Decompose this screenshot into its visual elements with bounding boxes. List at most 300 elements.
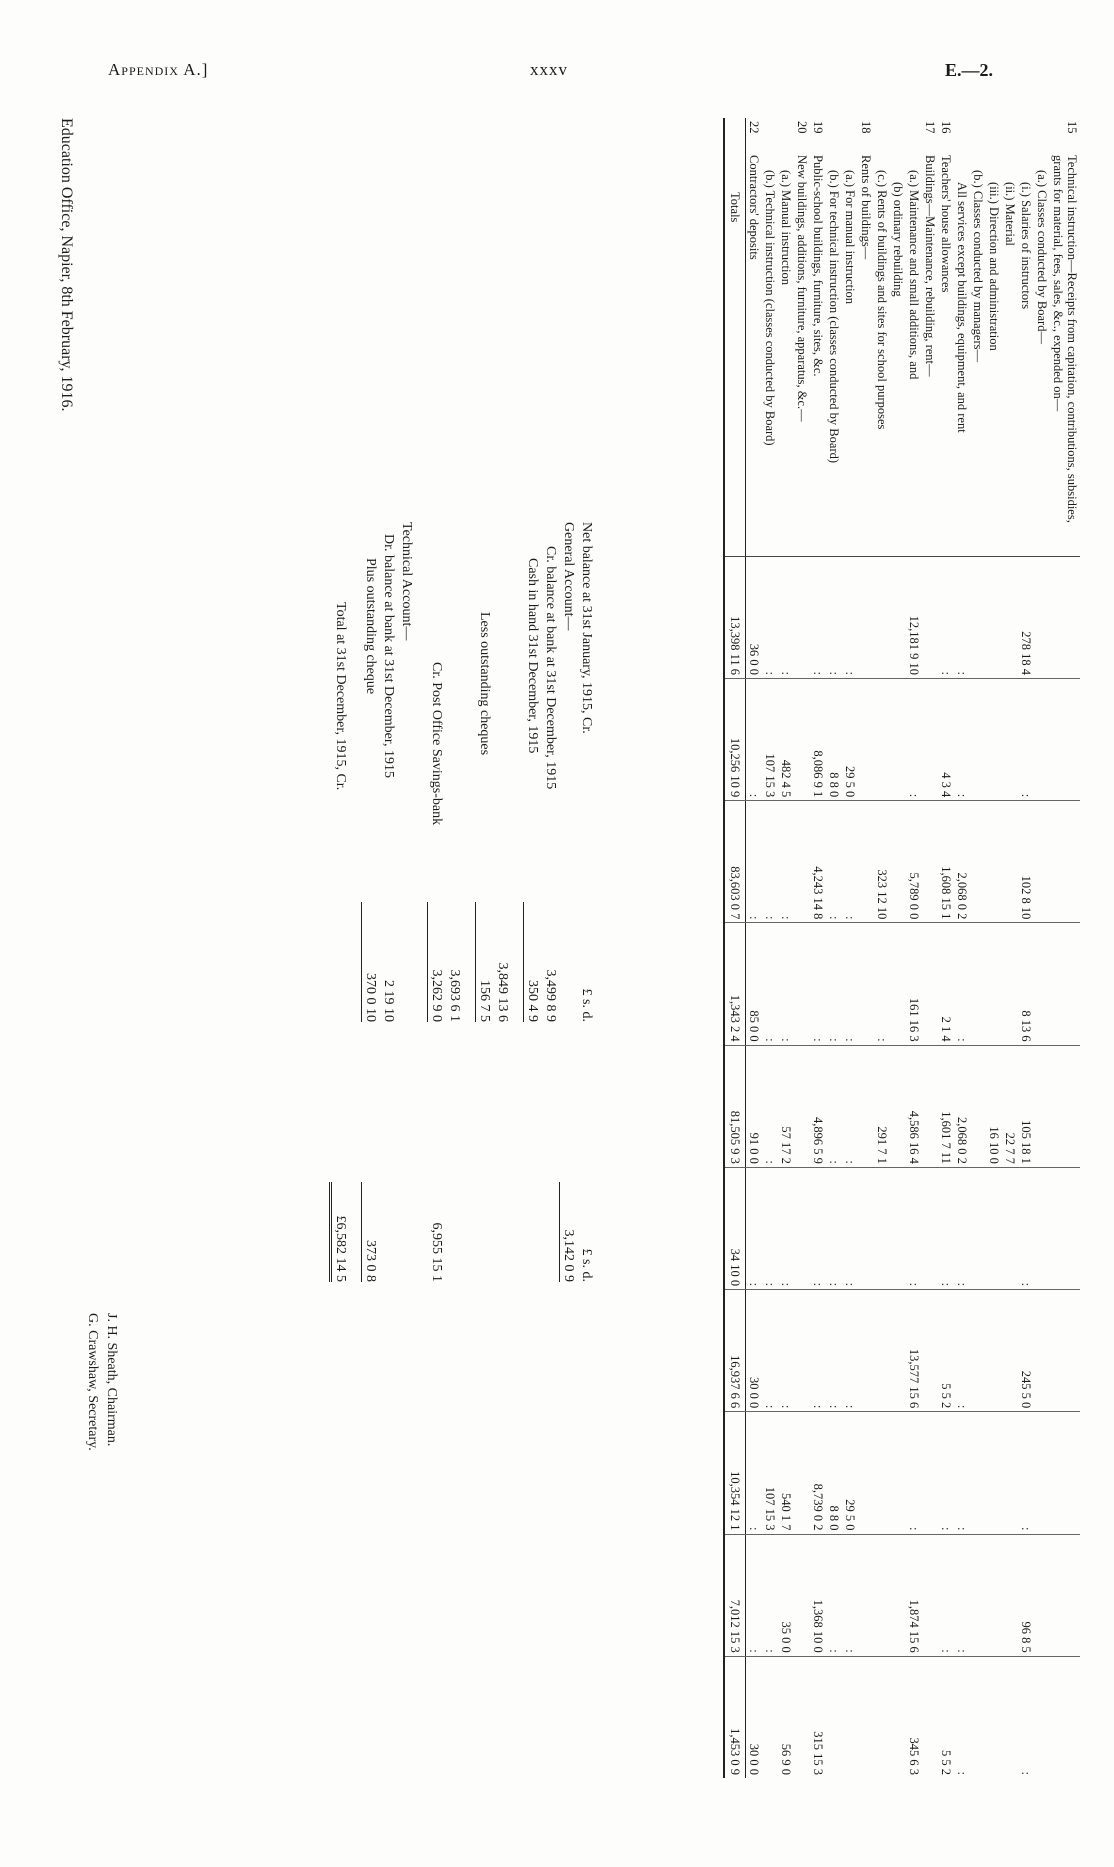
- amount-cell: 56 9 0: [778, 1656, 794, 1778]
- amount-cell: 1,601 7 11: [938, 1045, 954, 1167]
- amount-cell: :: [762, 1290, 778, 1412]
- total-cell: 1,453 0 9: [724, 1656, 746, 1778]
- amount-cell: [1050, 923, 1080, 1045]
- balance-row: [378, 522, 396, 1282]
- amount-cell: 2 1 4: [938, 923, 954, 1045]
- amount-cell: 8,086 9 1: [810, 678, 826, 800]
- amount-cell: [794, 801, 810, 923]
- total-cell: 7,012 15 3: [724, 1534, 746, 1656]
- balance-label: Net balance at 31st January, 1915, Cr.: [579, 522, 594, 734]
- amount-cell: [858, 556, 874, 678]
- amount-cell: [858, 801, 874, 923]
- amount-cell: 482 4 5: [778, 678, 794, 800]
- amount-cell: 30 0 0: [746, 1656, 763, 1778]
- amount-cell: 2,068 0 2: [954, 1045, 970, 1167]
- table-row: [906, 118, 922, 1778]
- amount-cell: [1002, 923, 1018, 1045]
- amount-cell: [1050, 678, 1080, 800]
- totals-label: Totals: [724, 152, 746, 556]
- amount-cell: [922, 1167, 938, 1289]
- balance-label: Dr. balance at bank at 31st December, 1915: [381, 534, 396, 778]
- balance-heading: £ s. d.: [579, 1248, 594, 1282]
- amount-cell: [1050, 1656, 1080, 1778]
- amount-cell: [986, 556, 1002, 678]
- amount-cell: 4 3 4: [938, 678, 954, 800]
- amount-cell: 4,896 5 9: [810, 1045, 826, 1167]
- amount-cell: [794, 1534, 810, 1656]
- amount-cell: [1034, 923, 1050, 1045]
- amount-cell: 107 15 3: [762, 1412, 778, 1534]
- balance-row: [426, 522, 444, 1282]
- balance-label: Less outstanding cheques: [477, 612, 492, 756]
- row-description: (c.) Rents of buildings and sites for school purposes: [875, 170, 889, 430]
- amount-cell: :: [842, 1045, 858, 1167]
- expenditure-table-body: [724, 118, 1080, 1778]
- row-description: All services except buildings, equipment, and rent: [955, 182, 969, 433]
- row-number: [1034, 118, 1050, 152]
- amount-cell: 540 1 7: [778, 1412, 794, 1534]
- amount-cell: 22 7 7: [1002, 1045, 1018, 1167]
- amount-cell: :: [762, 1045, 778, 1167]
- table-row: [1034, 118, 1050, 1778]
- amount-cell: :: [778, 923, 794, 1045]
- amount-cell: [794, 678, 810, 800]
- amount-cell: :: [762, 923, 778, 1045]
- amount-cell: 8 8 0: [826, 678, 842, 800]
- amount-cell: :: [906, 678, 922, 800]
- amount-cell: [826, 1656, 842, 1778]
- amount-cell: [1034, 1656, 1050, 1778]
- amount-cell: :: [810, 923, 826, 1045]
- total-cell: 16,937 6 6: [724, 1290, 746, 1412]
- balance-value: 3,262 9 0: [427, 902, 444, 1022]
- row-number: 16: [939, 121, 953, 134]
- row-number: [762, 118, 778, 152]
- amount-cell: [1050, 1290, 1080, 1412]
- balance-value: 370 0 10: [361, 902, 378, 1022]
- amount-cell: [970, 1167, 986, 1289]
- total-cell: 81,505 9 3: [724, 1045, 746, 1167]
- amount-cell: [794, 1045, 810, 1167]
- amount-cell: [890, 678, 906, 800]
- table-row: [842, 118, 858, 1778]
- rotated-page-body: [50, 118, 1080, 1778]
- amount-cell: [1002, 678, 1018, 800]
- amount-cell: 315 15 3: [810, 1656, 826, 1778]
- amount-cell: [922, 1412, 938, 1534]
- amount-cell: :: [874, 923, 890, 1045]
- balance-row: [360, 522, 378, 1282]
- row-description: (iii.) Direction and administration: [987, 182, 1001, 351]
- amount-cell: :: [842, 1167, 858, 1289]
- row-number: [906, 118, 922, 152]
- amount-cell: [794, 923, 810, 1045]
- amount-cell: :: [938, 1412, 954, 1534]
- row-number: [1018, 118, 1034, 152]
- page-header-left: Appendix A.]: [108, 60, 209, 79]
- amount-cell: [874, 678, 890, 800]
- amount-cell: [842, 1656, 858, 1778]
- balance-label: Plus outstanding cheque: [363, 558, 378, 695]
- amount-cell: :: [810, 1290, 826, 1412]
- amount-cell: :: [746, 678, 763, 800]
- table-row: [746, 118, 763, 1778]
- amount-cell: [1050, 1045, 1080, 1167]
- table-row: [858, 118, 874, 1778]
- amount-cell: :: [746, 1534, 763, 1656]
- amount-cell: :: [938, 1534, 954, 1656]
- amount-cell: [922, 556, 938, 678]
- amount-cell: [970, 1412, 986, 1534]
- signatures: [82, 1313, 120, 1451]
- table-row: [826, 118, 842, 1778]
- amount-cell: [1002, 1534, 1018, 1656]
- amount-cell: [890, 1412, 906, 1534]
- amount-cell: 57 17 2: [778, 1045, 794, 1167]
- amount-cell: [1050, 1534, 1080, 1656]
- amount-cell: :: [746, 1167, 763, 1289]
- table-row: [986, 118, 1002, 1778]
- total-cell: 10,256 10 9: [724, 678, 746, 800]
- amount-cell: 1,368 10 0: [810, 1534, 826, 1656]
- amount-cell: 8 13 6: [1018, 923, 1034, 1045]
- balance-row: [330, 522, 348, 1282]
- row-number: [954, 118, 970, 152]
- amount-cell: [1002, 801, 1018, 923]
- amount-cell: 5 5 2: [938, 1290, 954, 1412]
- balance-row: [474, 522, 492, 1282]
- table-row: [1018, 118, 1034, 1778]
- amount-cell: 1,874 15 6: [906, 1534, 922, 1656]
- balance-value: 3,693 6 1: [447, 969, 462, 1022]
- amount-cell: :: [1018, 1656, 1034, 1778]
- row-description: Public-school buildings, furniture, sites, &c.: [811, 155, 825, 377]
- amount-cell: :: [826, 556, 842, 678]
- amount-cell: 1,608 15 1: [938, 801, 954, 923]
- table-row: [1002, 118, 1018, 1778]
- row-description: (i.) Salaries of instructors: [1019, 182, 1033, 310]
- balance-value: 156 7 5: [475, 902, 492, 1022]
- amount-cell: [986, 923, 1002, 1045]
- amount-cell: [890, 923, 906, 1045]
- amount-cell: [858, 1045, 874, 1167]
- amount-cell: :: [906, 1167, 922, 1289]
- amount-cell: [922, 1045, 938, 1167]
- amount-cell: [794, 1167, 810, 1289]
- amount-cell: 85 0 0: [746, 923, 763, 1045]
- amount-cell: [1050, 801, 1080, 923]
- amount-cell: :: [762, 1534, 778, 1656]
- amount-cell: [1002, 1167, 1018, 1289]
- row-number: 22: [747, 121, 761, 134]
- amount-cell: [1034, 1534, 1050, 1656]
- amount-cell: 291 7 1: [874, 1045, 890, 1167]
- total-cell: 10,354 12 1: [724, 1412, 746, 1534]
- amount-cell: [970, 1045, 986, 1167]
- amount-cell: :: [810, 1167, 826, 1289]
- amount-cell: [1034, 1167, 1050, 1289]
- amount-cell: [922, 801, 938, 923]
- row-description: New buildings, additions, furniture, apparatus, &c.—: [795, 155, 809, 422]
- balance-value: 3,499 8 9: [543, 969, 558, 1022]
- row-description: (a.) For manual instruction: [843, 170, 857, 305]
- amount-cell: 36 0 0: [746, 556, 763, 678]
- balance-value: 3,849 13 6: [495, 962, 510, 1022]
- total-cell: 13,398 11 6: [724, 556, 746, 678]
- balance-label: Total at 31st December, 1915, Cr.: [333, 602, 348, 791]
- amount-cell: 4,586 16 4: [906, 1045, 922, 1167]
- amount-cell: :: [906, 1412, 922, 1534]
- amount-cell: [874, 1412, 890, 1534]
- row-number: [1002, 118, 1018, 152]
- amount-cell: [1034, 1412, 1050, 1534]
- row-number: [842, 118, 858, 152]
- balance-label: Cash in hand 31st December, 1915: [525, 558, 540, 754]
- amount-cell: [762, 1656, 778, 1778]
- amount-cell: :: [826, 801, 842, 923]
- amount-cell: [874, 1167, 890, 1289]
- table-row: [874, 118, 890, 1778]
- amount-cell: [794, 1656, 810, 1778]
- amount-cell: 30 0 0: [746, 1290, 763, 1412]
- amount-cell: [858, 1412, 874, 1534]
- amount-cell: :: [954, 556, 970, 678]
- amount-cell: [970, 678, 986, 800]
- amount-cell: :: [746, 1412, 763, 1534]
- amount-cell: 2,068 0 2: [954, 801, 970, 923]
- table-row: [922, 118, 938, 1778]
- amount-cell: :: [954, 1167, 970, 1289]
- amount-cell: [1002, 1656, 1018, 1778]
- amount-cell: [922, 678, 938, 800]
- balance-label: General Account—: [561, 522, 576, 631]
- amount-cell: 29 5 0: [842, 1412, 858, 1534]
- balance-value: 350 4 9: [523, 902, 540, 1022]
- amount-cell: [1034, 801, 1050, 923]
- amount-cell: [890, 1534, 906, 1656]
- row-description: (a.) Manual instruction: [779, 170, 793, 285]
- amount-cell: 323 12 10: [874, 801, 890, 923]
- amount-cell: [890, 801, 906, 923]
- amount-cell: [874, 1656, 890, 1778]
- row-description: (ii.) Material: [1003, 182, 1017, 246]
- amount-cell: [986, 678, 1002, 800]
- row-description: (b.) Technical instruction (classes conducted by Board): [763, 170, 777, 446]
- amount-cell: 35 0 0: [778, 1534, 794, 1656]
- amount-cell: [794, 1412, 810, 1534]
- amount-cell: :: [842, 1534, 858, 1656]
- amount-cell: 13,577 15 6: [906, 1290, 922, 1412]
- amount-cell: [986, 1290, 1002, 1412]
- amount-cell: :: [938, 556, 954, 678]
- amount-cell: :: [842, 1290, 858, 1412]
- expenditure-table: [723, 118, 1080, 1778]
- table-row: [794, 118, 810, 1778]
- amount-cell: 5,789 0 0: [906, 801, 922, 923]
- amount-cell: :: [762, 801, 778, 923]
- amount-cell: [970, 1656, 986, 1778]
- row-description: Technical instruction—Receipts from capitation, contributions, subsidies, grants for material, fees, sales, &c., expended on—: [1051, 155, 1079, 523]
- table-row: [890, 118, 906, 1778]
- amount-cell: [890, 556, 906, 678]
- amount-cell: [1002, 556, 1018, 678]
- amount-cell: 278 18 4: [1018, 556, 1034, 678]
- amount-cell: :: [826, 1045, 842, 1167]
- row-number: 19: [811, 121, 825, 134]
- table-row: [762, 118, 778, 1778]
- balance-label: Technical Account—: [399, 522, 414, 641]
- row-number: 17: [923, 121, 937, 134]
- amount-cell: :: [938, 1167, 954, 1289]
- amount-cell: :: [954, 1656, 970, 1778]
- amount-cell: [1050, 1167, 1080, 1289]
- balance-row: [540, 522, 558, 1282]
- row-description: (b.) Classes conducted by managers—: [971, 170, 985, 363]
- amount-cell: [1002, 1412, 1018, 1534]
- amount-cell: [858, 1534, 874, 1656]
- balance-total: £6,582 14 5: [329, 1182, 348, 1282]
- amount-cell: :: [954, 1534, 970, 1656]
- amount-cell: [970, 556, 986, 678]
- amount-cell: [1050, 556, 1080, 678]
- amount-cell: [858, 1167, 874, 1289]
- amount-cell: :: [762, 1167, 778, 1289]
- amount-cell: [858, 923, 874, 1045]
- table-row: [954, 118, 970, 1778]
- table-row: [938, 118, 954, 1778]
- chairman-signature: J. H. Sheath, Chairman.: [104, 1313, 119, 1447]
- amount-cell: [874, 1290, 890, 1412]
- amount-cell: 91 0 0: [746, 1045, 763, 1167]
- balance-row: [396, 522, 414, 1282]
- balance-label: Cr. Post Office Savings-bank: [429, 662, 444, 826]
- balance-row: [444, 522, 462, 1282]
- amount-cell: [874, 556, 890, 678]
- table-row: [810, 118, 826, 1778]
- amount-cell: :: [954, 1412, 970, 1534]
- amount-cell: [1050, 1412, 1080, 1534]
- amount-cell: :: [826, 1167, 842, 1289]
- amount-cell: 345 6 3: [906, 1656, 922, 1778]
- balance-label: Cr. balance at bank at 31st December, 1915: [543, 546, 558, 790]
- amount-cell: 16 10 0: [986, 1045, 1002, 1167]
- amount-cell: :: [778, 1290, 794, 1412]
- amount-cell: [890, 1167, 906, 1289]
- row-number: [890, 118, 906, 152]
- balance-value: 2 19 10: [381, 980, 396, 1022]
- amount-cell: [1002, 1290, 1018, 1412]
- amount-cell: [970, 923, 986, 1045]
- row-description: (b.) For technical instruction (classes conducted by Board): [827, 170, 841, 464]
- balance-row: [492, 522, 510, 1282]
- amount-cell: [1034, 678, 1050, 800]
- amount-cell: 105 18 1: [1018, 1045, 1034, 1167]
- amount-cell: [986, 1167, 1002, 1289]
- row-number: 18: [859, 121, 873, 134]
- amount-cell: :: [842, 801, 858, 923]
- table-row: [778, 118, 794, 1778]
- amount-cell: :: [1018, 1167, 1034, 1289]
- row-description: (a.) Classes conducted by Board—: [1035, 170, 1049, 344]
- balance-value: 3,142 0 9: [559, 1182, 576, 1282]
- amount-cell: [986, 801, 1002, 923]
- secretary-signature: G. Crawshaw, Secretary.: [85, 1313, 101, 1451]
- total-cell: 34 10 0: [724, 1167, 746, 1289]
- row-number: [778, 118, 794, 152]
- total-cell: 83,603 0 7: [724, 801, 746, 923]
- amount-cell: 12,181 9 10: [906, 556, 922, 678]
- amount-cell: :: [1018, 678, 1034, 800]
- row-number: 15: [1065, 121, 1079, 134]
- row-description: (a.) Maintenance and small additions, and: [907, 170, 921, 380]
- amount-cell: :: [842, 923, 858, 1045]
- amount-cell: 29 5 0: [842, 678, 858, 800]
- amount-cell: [890, 1290, 906, 1412]
- amount-cell: :: [842, 556, 858, 678]
- amount-cell: 4,243 14 8: [810, 801, 826, 923]
- table-row: [1050, 118, 1080, 1778]
- amount-cell: 245 5 0: [1018, 1290, 1034, 1412]
- amount-cell: :: [826, 1290, 842, 1412]
- amount-cell: 96 8 5: [1018, 1534, 1034, 1656]
- amount-cell: :: [778, 556, 794, 678]
- footer-place-date: Education Office, Napier, 8th February, 1916.: [58, 118, 75, 412]
- page-header-right: E.—2.: [945, 60, 994, 80]
- row-number: [874, 118, 890, 152]
- amount-cell: [1034, 1290, 1050, 1412]
- row-description: Teachers' house allowances: [939, 155, 953, 293]
- amount-cell: [890, 1045, 906, 1167]
- amount-cell: :: [778, 1167, 794, 1289]
- balance-value: 6,955 15 1: [429, 1222, 444, 1282]
- amount-cell: :: [954, 923, 970, 1045]
- amount-cell: [794, 556, 810, 678]
- amount-cell: :: [1018, 1412, 1034, 1534]
- table-row: [970, 118, 986, 1778]
- amount-cell: [986, 1656, 1002, 1778]
- amount-cell: [970, 1290, 986, 1412]
- amount-cell: [1034, 1045, 1050, 1167]
- amount-cell: [890, 1656, 906, 1778]
- amount-cell: :: [826, 1534, 842, 1656]
- amount-cell: :: [826, 923, 842, 1045]
- row-number: 20: [795, 121, 809, 134]
- amount-cell: [922, 1656, 938, 1778]
- row-number: [970, 118, 986, 152]
- total-cell: 1,343 2 4: [724, 923, 746, 1045]
- amount-cell: [858, 1290, 874, 1412]
- amount-cell: [970, 801, 986, 923]
- amount-cell: [986, 1534, 1002, 1656]
- amount-cell: :: [954, 678, 970, 800]
- amount-cell: [922, 1534, 938, 1656]
- amount-cell: [922, 923, 938, 1045]
- amount-cell: [986, 1412, 1002, 1534]
- amount-cell: :: [762, 556, 778, 678]
- balance-heading: £ s. d.: [579, 988, 594, 1022]
- amount-cell: :: [810, 556, 826, 678]
- amount-cell: [874, 1534, 890, 1656]
- balance-row: [522, 522, 540, 1282]
- row-number: [986, 118, 1002, 152]
- row-number: [724, 118, 746, 152]
- totals-row: [724, 118, 746, 1778]
- amount-cell: [858, 1656, 874, 1778]
- row-description: Rents of buildings—: [859, 155, 873, 260]
- amount-cell: 107 15 3: [762, 678, 778, 800]
- amount-cell: :: [954, 1290, 970, 1412]
- amount-cell: 8,739 0 2: [810, 1412, 826, 1534]
